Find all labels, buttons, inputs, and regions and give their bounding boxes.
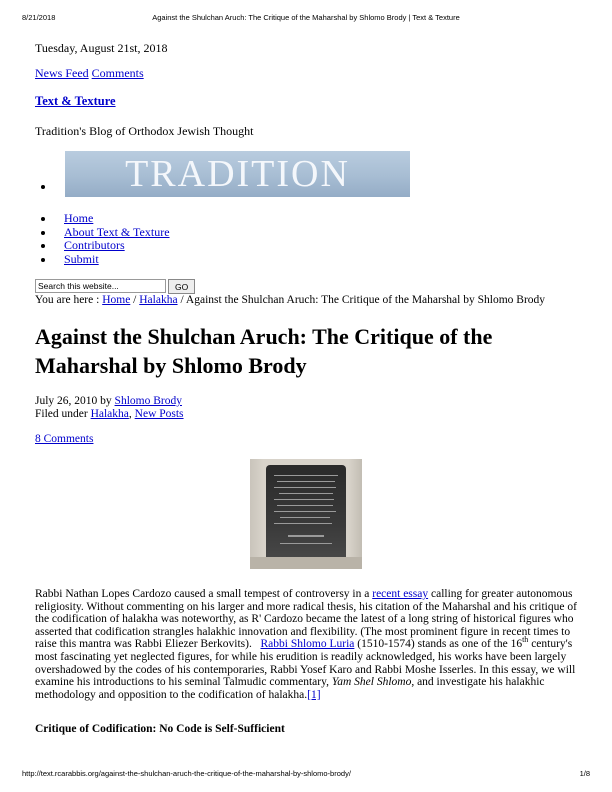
section-subheading: Critique of Codification: No Code is Self-Sufficient <box>35 723 285 735</box>
search-button[interactable]: GO <box>168 279 195 294</box>
nav-item-contributors <box>35 239 170 253</box>
current-date: Tuesday, August 21st, 2018 <box>35 41 168 55</box>
print-url: http://text.rcarabbis.org/against-the-shulchan-aruch-the-critique-of-the-maharshal-by-shlomo-brody/ <box>22 769 351 778</box>
recent-essay-link[interactable]: recent essay <box>372 588 429 600</box>
breadcrumb-prefix: You are here : <box>35 294 100 306</box>
print-page-title: Against the Shulchan Aruch: The Critique of the Maharshal by Shlomo Brody | Text & Texture <box>152 13 460 22</box>
search-form <box>35 279 195 294</box>
nav-item-submit <box>35 253 170 267</box>
byline-by: by <box>100 395 112 407</box>
tombstone-photo <box>250 459 362 569</box>
category-link-new-posts[interactable]: New Posts <box>134 408 184 420</box>
post-categories: Filed under Halakha, New Posts <box>35 408 184 420</box>
news-feed-link[interactable]: News Feed <box>35 66 89 80</box>
breadcrumb-home[interactable]: Home <box>102 294 131 306</box>
nav-link-contributors[interactable]: Contributors <box>64 238 125 252</box>
shlomo-luria-link[interactable]: Rabbi Shlomo Luria <box>260 638 355 651</box>
breadcrumb-current: Against the Shulchan Aruch: The Critique of the Maharshal by Shlomo Brody <box>185 294 546 306</box>
breadcrumb-separator: / <box>133 294 137 306</box>
post-byline <box>35 395 182 408</box>
filed-under-label: Filed under <box>35 408 88 420</box>
breadcrumb-separator: / <box>180 294 184 306</box>
category-link-halakha[interactable]: Halakha <box>90 408 129 420</box>
book-title: Yam Shel Shlomo <box>331 676 412 689</box>
breadcrumb-category[interactable]: Halakha <box>139 294 178 306</box>
post-date: July 26, 2010 <box>35 395 98 407</box>
tradition-banner[interactable] <box>65 151 410 197</box>
site-title-link[interactable]: Text & Texture <box>35 94 116 108</box>
post-title: Against the Shulchan Aruch: The Critique of the Maharshal by Shlomo Brody <box>35 324 493 378</box>
footnote-link[interactable]: [1] <box>307 688 321 701</box>
banner-bullet <box>41 185 45 189</box>
print-date: 8/21/2018 <box>22 13 56 22</box>
nav-link-submit[interactable]: Submit <box>64 251 99 266</box>
breadcrumb <box>35 294 545 307</box>
comments-feed-link[interactable]: Comments <box>91 66 144 80</box>
main-nav <box>35 212 170 266</box>
comments-link[interactable]: 8 Comments <box>35 433 94 445</box>
feed-links <box>35 67 144 80</box>
tombstone-base <box>250 557 362 569</box>
print-page-number: 1/8 <box>579 769 590 778</box>
post-body-paragraph: Rabbi Nathan Lopes Cardozo caused a small tempest of controversy in a recent essay calling for greater autonomous religiosity. Without commenting on his larger and more radical thesis, his citation of the Maharshal and his critique of the codification of halakha was noteworthy, as R' Cardozo became the latest of a long string of historical figures who asserted that codification strangles halakhic innovation and flexibility. (The most prominent figure in recent times to raise this mantra was Rabbi Eliezer Berkovits). Rabbi Shlomo Luria (1510-1574) stands as one of the 16th century's most fascinating yet neglected figures, for while his erudition is readily acknowledged, his works have been largely overshadowed by the codes of his contemporaries, Rabbi Yosef Karo and Rabbi Moshe Isserles. In this essay, we will examine his introductions to his seminal Talmudic commentary, Yam Shel Shlomo, and investigate his halakhic methodology and opposition to the codification of halakha.[1] <box>35 588 577 701</box>
nav-item-home <box>35 212 170 226</box>
nav-item-about <box>35 226 170 240</box>
site-title <box>35 95 116 108</box>
comments-count <box>35 433 93 446</box>
banner-text: TRADITION <box>125 152 350 195</box>
nav-link-about[interactable]: About Text & Texture <box>64 224 170 239</box>
site-tagline: Tradition's Blog of Orthodox Jewish Thought <box>35 124 254 138</box>
nav-link-home[interactable]: Home <box>64 211 94 225</box>
author-link[interactable]: Shlomo Brody <box>114 395 182 407</box>
search-input[interactable] <box>35 279 166 293</box>
tombstone <box>266 465 346 565</box>
